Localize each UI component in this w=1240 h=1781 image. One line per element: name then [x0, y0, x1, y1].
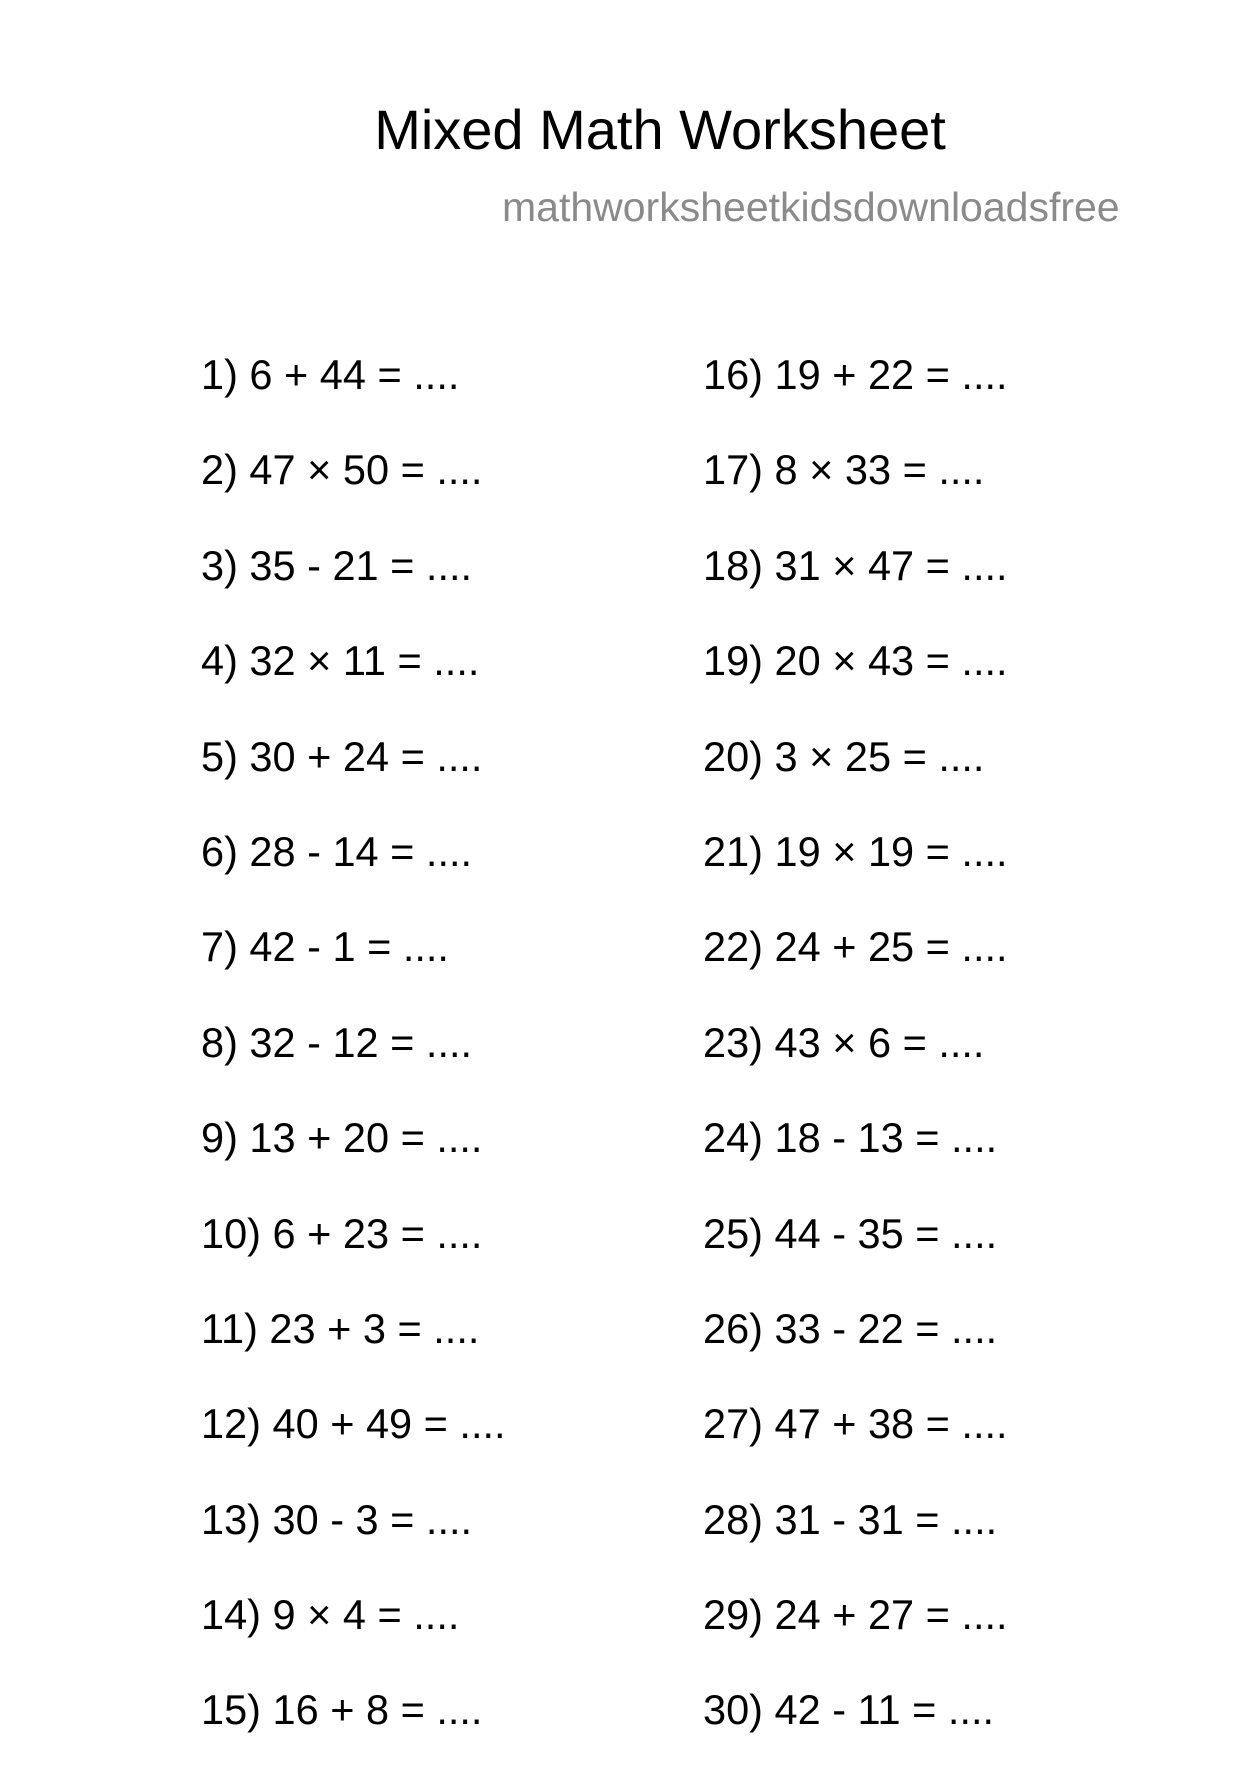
problem-6: 6) 28 - 14 = ....: [201, 827, 473, 875]
problem-13: 13) 30 - 3 = ....: [201, 1495, 473, 1543]
problem-3: 3) 35 - 21 = ....: [201, 541, 473, 589]
problem-8: 8) 32 - 12 = ....: [201, 1018, 473, 1066]
problem-14: 14) 9 × 4 = ....: [201, 1591, 460, 1639]
problem-29: 29) 24 + 27 = ....: [703, 1591, 1008, 1639]
problem-22: 22) 24 + 25 = ....: [703, 923, 1008, 971]
problem-28: 28) 31 - 31 = ....: [703, 1495, 998, 1543]
problem-15: 15) 16 + 8 = ....: [201, 1686, 483, 1734]
problem-2: 2) 47 × 50 = ....: [201, 446, 483, 494]
page-title: Mixed Math Worksheet: [374, 98, 946, 161]
problem-12: 12) 40 + 49 = ....: [201, 1400, 506, 1448]
problem-26: 26) 33 - 22 = ....: [703, 1304, 998, 1352]
problem-5: 5) 30 + 24 = ....: [201, 732, 483, 780]
problem-27: 27) 47 + 38 = ....: [703, 1400, 1008, 1448]
problem-column-left: [201, 350, 506, 1781]
problem-23: 23) 43 × 6 = ....: [703, 1018, 985, 1066]
problem-column-right: [703, 350, 1008, 1781]
problem-24: 24) 18 - 13 = ....: [703, 1114, 998, 1162]
problem-16: 16) 19 + 22 = ....: [703, 351, 1008, 398]
problem-19: 19) 20 × 43 = ....: [703, 637, 1008, 685]
problem-10: 10) 6 + 23 = ....: [201, 1209, 483, 1257]
problem-1: 1) 6 + 44 = ....: [201, 351, 460, 398]
problem-20: 20) 3 × 25 = ....: [703, 732, 985, 780]
problem-21: 21) 19 × 19 = ....: [703, 827, 1008, 875]
problem-25: 25) 44 - 35 = ....: [703, 1209, 998, 1257]
problem-17: 17) 8 × 33 = ....: [703, 446, 985, 494]
problem-30: 30) 42 - 11 = ....: [703, 1686, 995, 1734]
problem-4: 4) 32 × 11 = ....: [201, 637, 480, 685]
problem-18: 18) 31 × 47 = ....: [703, 541, 1008, 589]
problem-9: 9) 13 + 20 = ....: [201, 1114, 483, 1162]
page-subtitle: mathworksheetkidsdownloadsfree: [502, 184, 1120, 230]
problem-11: 11) 23 + 3 = ....: [201, 1304, 480, 1352]
problem-7: 7) 42 - 1 = ....: [201, 923, 449, 971]
